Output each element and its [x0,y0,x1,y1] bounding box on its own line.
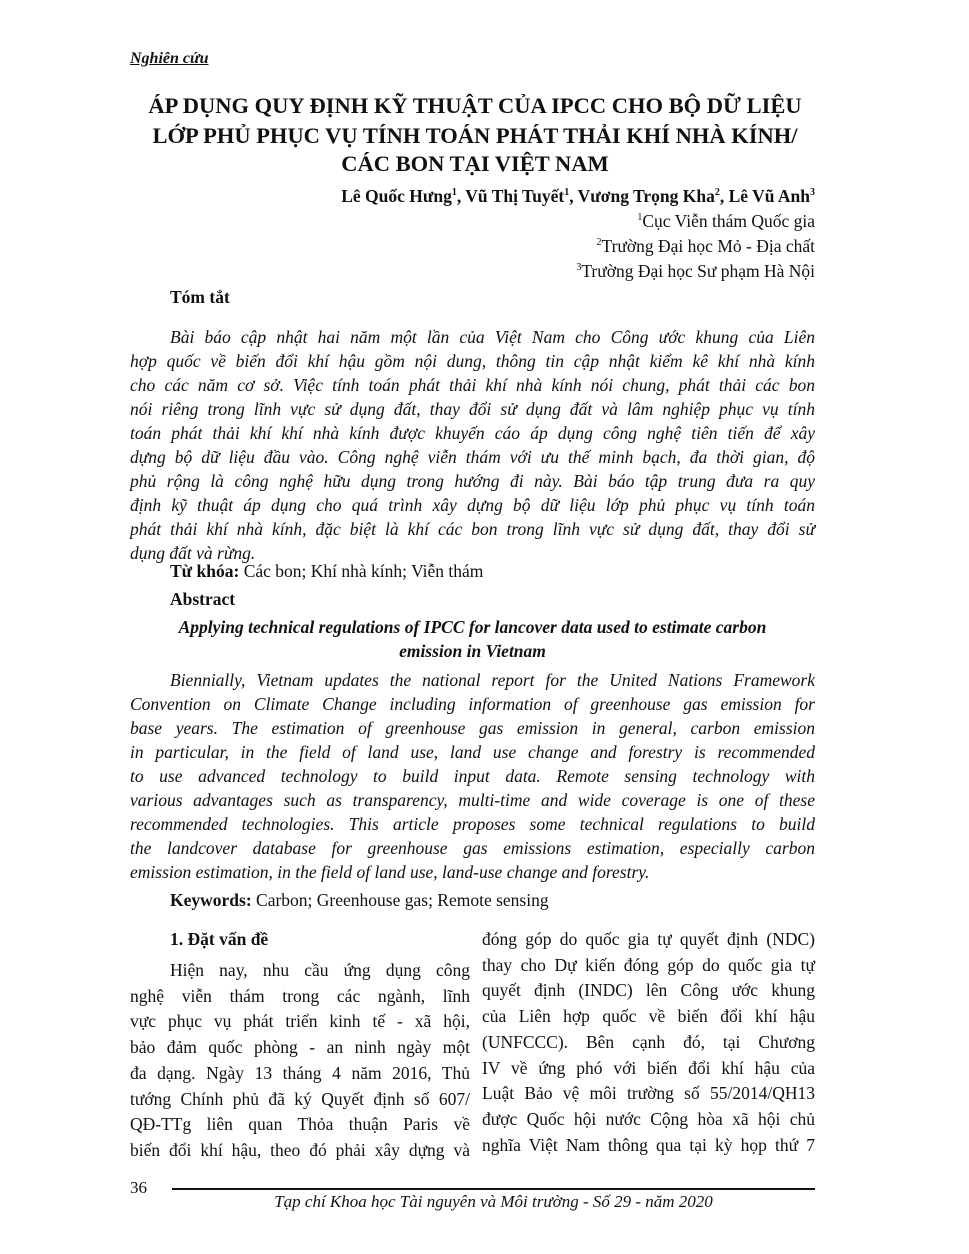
author-affiliation-mark: 1 [451,187,457,198]
text-line-content: Hiện nay, nhu cầu ứng dụng công [170,960,470,980]
affiliation-mark: 1 [637,212,643,223]
text-line [130,860,815,884]
section-heading: 1. Đặt vấn đề [170,929,269,949]
author-name: Vũ Thị Tuyết [465,186,565,206]
text-line [170,958,470,982]
text-line-content: emission estimation, in the field of land use, land-use change and forestry. [130,862,650,882]
text-line-content: biến đổi khí hậu, theo đó phải xây dựng và [130,1139,470,1160]
text-line [130,716,815,740]
summary-heading: Tóm tắt [170,287,230,307]
text-line-content: đóng góp do quốc gia tự quyết định (NDC) [482,929,815,949]
author-affiliation-mark: 3 [810,187,815,198]
text-line-content: của Liên hợp quốc về biến đổi khí hậu [482,1006,815,1027]
text-line [482,1081,815,1105]
text-line [130,469,815,493]
text-line-content: (UNFCCC). Bên cạnh đó, tại Chương [482,1031,815,1052]
text-line-content: nghệ viễn thám trong các ngành, lĩnh [130,985,470,1006]
text-line [130,1087,470,1111]
author-name: Vương Trọng Kha [577,186,715,206]
text-line [130,517,815,541]
text-line [482,1004,815,1028]
text-line-content: dựng bộ dữ liệu đầu vào. Công nghệ viễn thám với ưu thế minh bạch, đa thời gian, độ [130,447,815,467]
text-line-content: tướng Chính phủ đã ký Quyết định số 607/ [130,1088,470,1109]
affiliation-mark: 2 [596,237,602,248]
journal-footer: Tạp chí Khoa học Tài nguyên và Môi trường - Số 29 - năm 2020 [274,1192,713,1211]
affiliation-mark: 3 [576,262,582,273]
text-line [130,836,815,860]
text-line-content: base years. The estimation of greenhouse gas emission in general, carbon emission [130,718,815,738]
abstract-heading: Abstract [170,589,236,609]
text-line [130,373,815,397]
text-line [130,984,470,1008]
text-line-content: Convention on Climate Change including information of greenhouse gas emission for [130,694,815,714]
text-line [170,325,815,349]
text-line-content: cho các năm cơ sở. Việc tính toán phát thải khí nhà kính nói chung, phát thải các bon [130,375,815,395]
section-tag: Nghiên cứu [130,50,209,67]
text-line [130,1009,470,1033]
en-keywords-value: Carbon; Greenhouse gas; Remote sensing [251,890,549,910]
text-line-content: quyết định (INDC) lên Công ước khung [482,980,815,1001]
text-line [482,927,815,951]
text-line-content: được Quốc hội nước Cộng hòa xã hội chủ [482,1108,815,1129]
text-line-content: phủ rộng là công nghệ hữu dụng trong hướng đi này. Bài báo tập trung đưa ra quy [130,471,815,491]
text-line [130,692,815,716]
text-line [130,1035,470,1059]
vn-keywords-label: Từ khóa: [170,561,240,581]
affiliation-name: Cục Viễn thám Quốc gia [642,211,815,231]
footer-divider [172,1188,815,1190]
text-line [482,953,815,977]
affiliation [637,211,815,232]
text-line-content: phát thải khí nhà kính, đặc biệt là khí các bon trong lĩnh vực sử dụng đất, thay đổi sử [130,519,815,539]
text-line-content: đa dạng. Ngày 13 tháng 4 năm 2016, Thủ [130,1062,470,1083]
text-line-content: Biennially, Vietnam updates the national report for the United Nations Framework [170,670,815,690]
text-line-content: in particular, in the field of land use, land use change and forestry is recommended [130,742,815,762]
author-name: Lê Quốc Hưng [341,186,452,206]
text-line-content: định kỹ thuật áp dụng cho quá trình xây dựng bộ dữ liệu lớp phủ phục vụ tính toán [130,495,815,515]
text-line [170,668,815,692]
text-line [130,493,815,517]
text-line [482,1133,815,1157]
text-line-content: QĐ-TTg liên quan Thỏa thuận Paris về [130,1114,470,1135]
english-title-line: Applying technical regulations of IPCC for lancover data used to estimate carbon [178,617,767,637]
en-keywords [170,888,549,912]
title-line: LỚP PHỦ PHỤC VỤ TÍNH TOÁN PHÁT THẢI KHÍ NHÀ KÍNH/ [152,123,798,148]
text-line [130,788,815,812]
english-title-line: emission in Vietnam [399,641,546,661]
affiliation-name: Trường Đại học Sư phạm Hà Nội [581,261,815,281]
text-line [482,1030,815,1054]
vn-keywords [170,559,483,583]
text-line [130,764,815,788]
en-keywords-label: Keywords: [170,890,252,910]
text-line [130,812,815,836]
author-separator: , [569,186,578,206]
text-line-content: IV về ứng phó với biến đổi khí hậu của [482,1057,815,1078]
text-line-content: recommended technologies. This article proposes some technical regulations to build [130,814,815,834]
affiliation [576,261,815,282]
text-line-content: dụng đất và rừng. [130,543,256,563]
text-line-content: nói riêng trong lĩnh vực sử dụng đất, thay đổi sử dụng đất và lâm nghiệp phục vụ tính [130,399,815,419]
author-separator: , [456,186,466,206]
title-line: CÁC BON TẠI VIỆT NAM [341,151,609,176]
vn-keywords-value: Các bon; Khí nhà kính; Viễn thám [239,561,484,581]
author-list [341,186,815,207]
text-line [482,1107,815,1131]
text-line-content: nghĩa Việt Nam thông qua tại kỳ họp thứ 7 [482,1134,815,1155]
text-line-content: vực phục vụ phát triển kinh tế - xã hội, [130,1011,470,1032]
author-affiliation-mark: 2 [714,187,720,198]
author-affiliation-mark: 1 [564,187,570,198]
text-line [130,1112,470,1136]
text-line [130,445,815,469]
text-line-content: Bài báo cập nhật hai năm một lần của Việt Nam cho Công ước khung của Liên [170,327,815,347]
text-line [130,1061,470,1085]
text-line [130,349,815,373]
text-line-content: bảo đảm quốc phòng - an ninh ngày một [130,1037,470,1058]
text-line-content: to use advanced technology to build input data. Remote sensing technology with [130,766,815,786]
text-line [130,1138,470,1162]
text-line-content: hợp quốc về biến đổi khí hậu gồm nội dung, thông tin cập nhật kiểm kê khí nhà kính [130,351,815,371]
author-name: Lê Vũ Anh [728,186,810,206]
text-line-content: toán phát thải khí khí nhà kính được khuyến cáo áp dụng công nghệ tiên tiến để xây [130,423,815,443]
title-line: ÁP DỤNG QUY ĐỊNH KỸ THUẬT CỦA IPCC CHO BỘ DỮ LIỆU [148,93,802,118]
text-line-content: thay cho Dự kiến đóng góp do quốc gia tự [482,954,815,975]
text-line [482,978,815,1002]
text-line [482,1056,815,1080]
affiliation-name: Trường Đại học Mỏ - Địa chất [601,236,815,256]
affiliation [597,236,815,257]
text-line-content: Luật Bảo vệ môi trường số 55/2014/QH13 [482,1083,815,1104]
text-line [130,421,815,445]
text-line-content: the landcover database for greenhouse gas emissions estimation, especially carbon [130,838,815,858]
page-number: 36 [130,1178,147,1197]
text-line [130,397,815,421]
text-line [130,740,815,764]
author-separator: , [719,186,729,206]
text-line-content: various advantages such as transparency, multi-time and wide coverage is one of these [130,790,815,810]
